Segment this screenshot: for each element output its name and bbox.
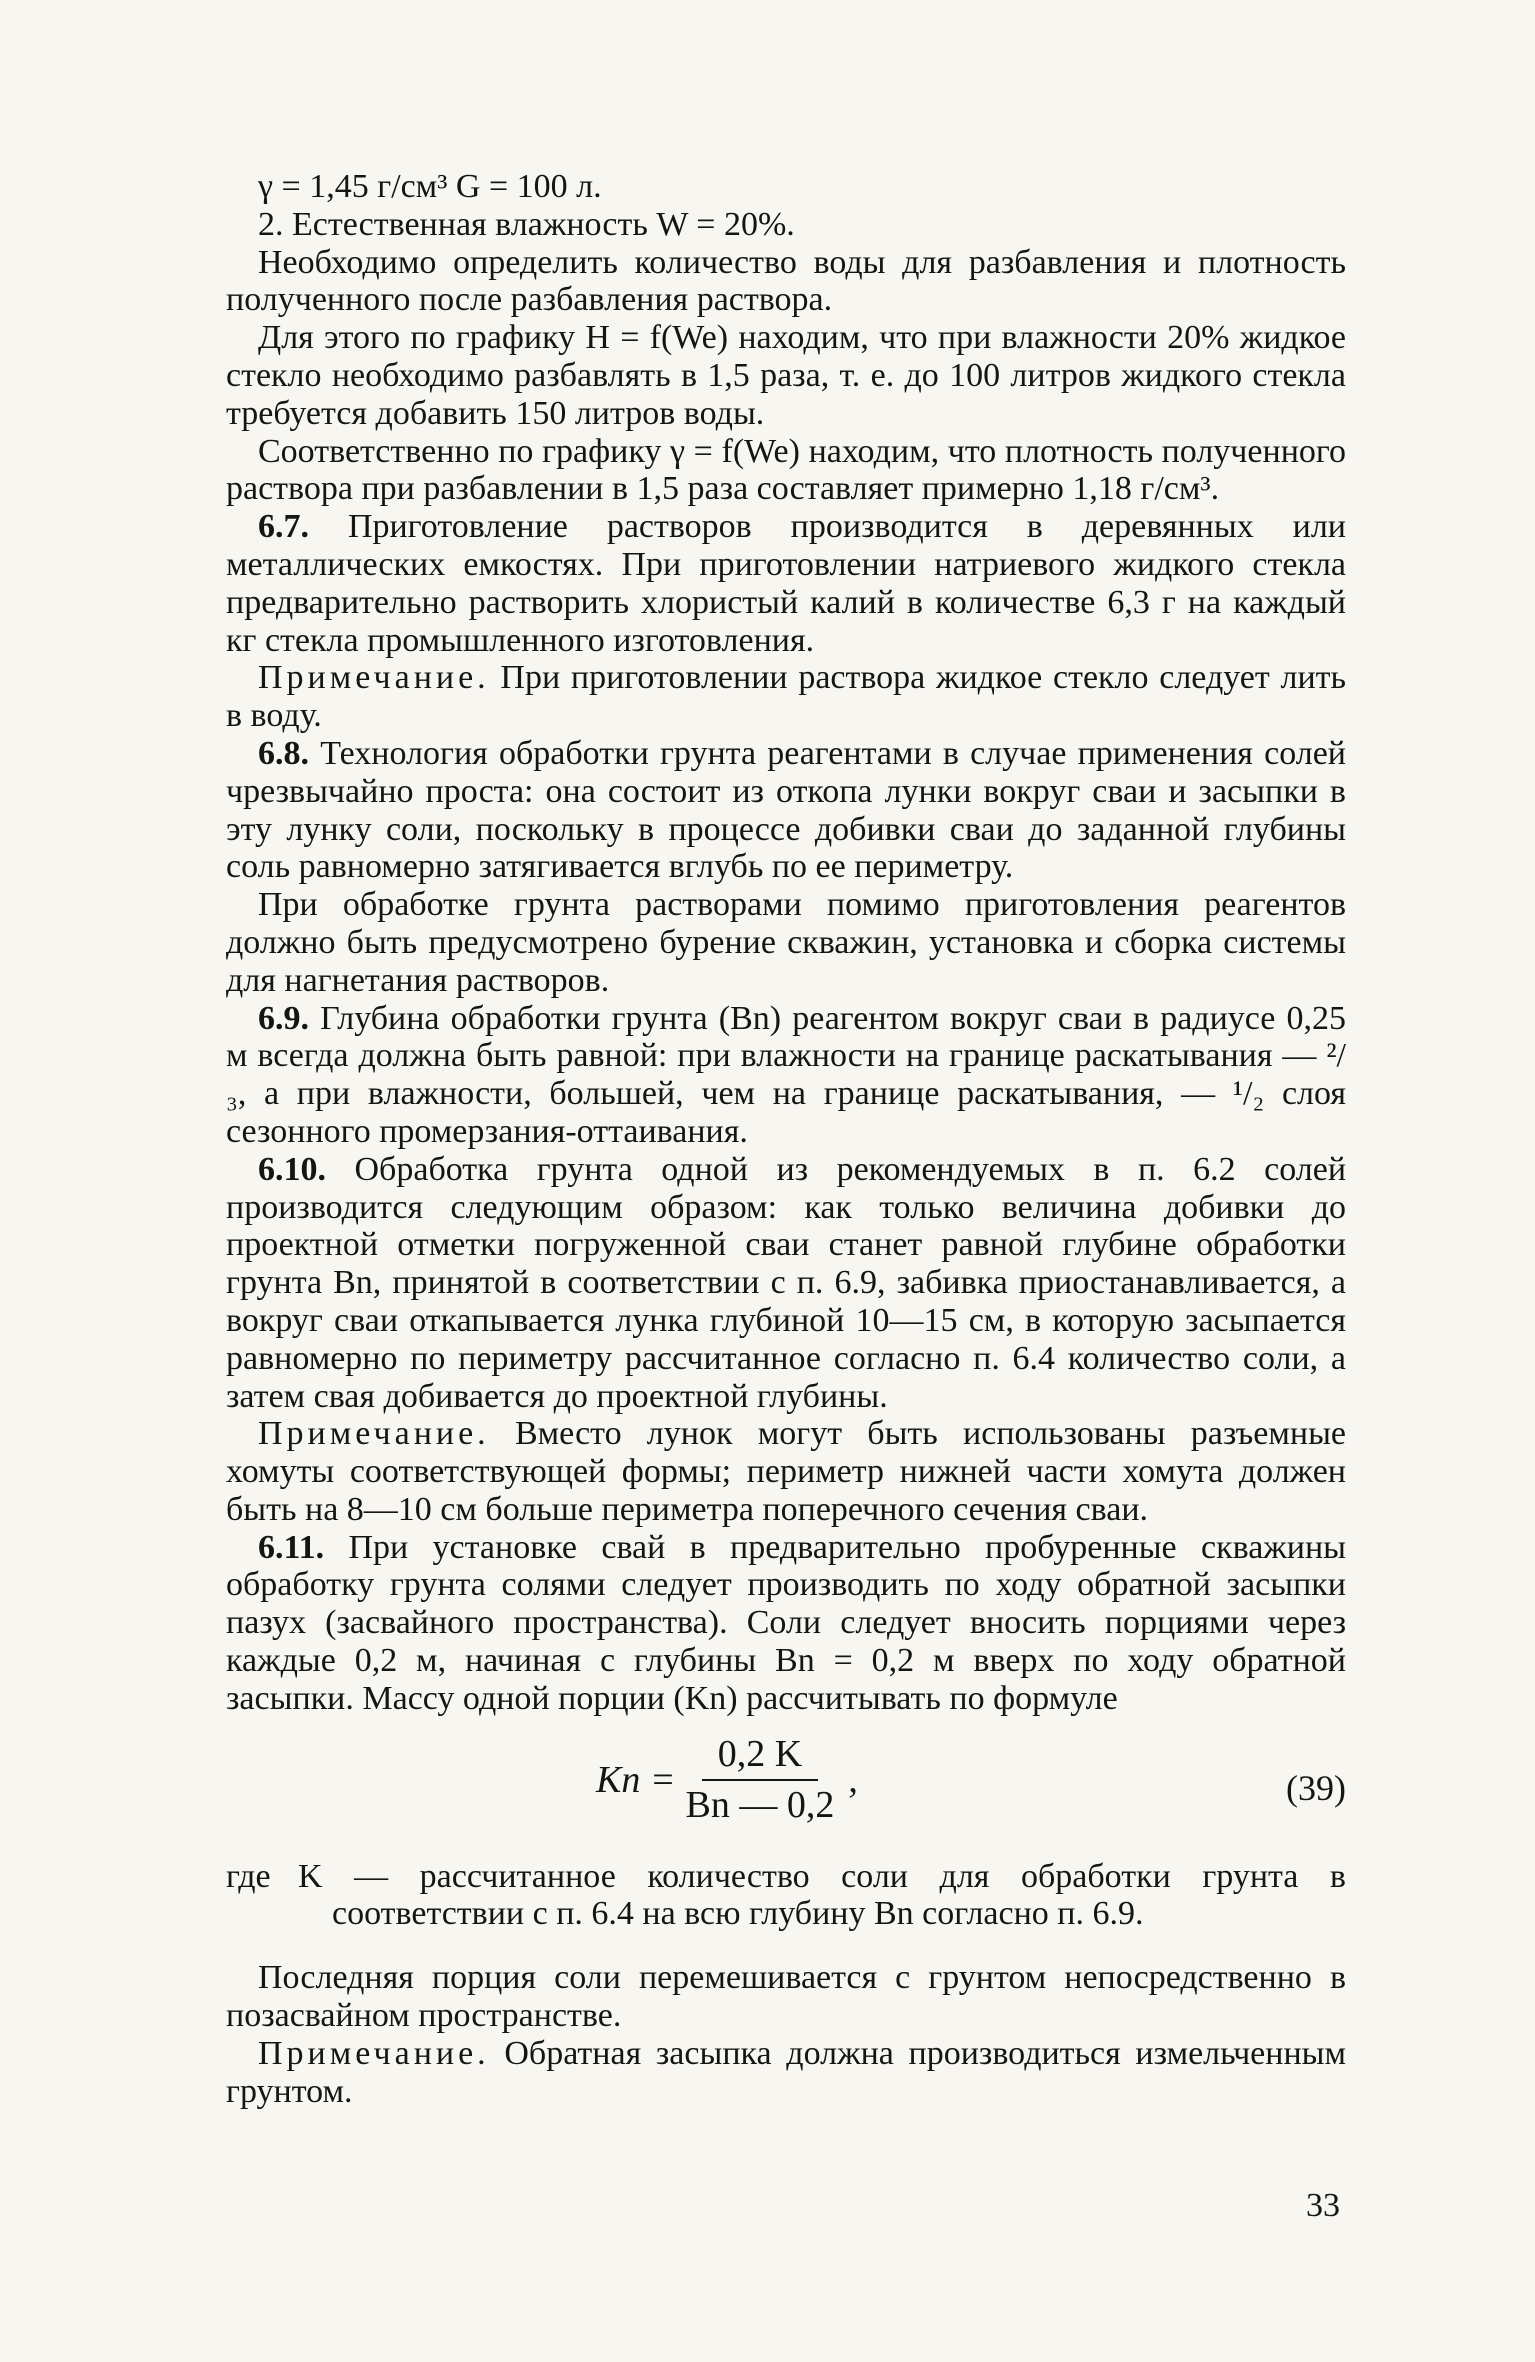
note-2-label: Примечание. — [258, 1415, 490, 1453]
formula-expression — [596, 1732, 858, 1827]
spacer — [226, 1933, 1346, 1959]
note-2 — [226, 1415, 1346, 1528]
section-6-8-paragraph-2: При обработке грунта растворами помимо приготовления реагентов должно быть предусмотрено бурение скважин, установка и сборка системы для нагнетания растворов. — [226, 886, 1346, 999]
section-6-11-text: При установке свай в предварительно пробуренные скважины обработку грунта солями следует производить по ходу обратной засыпки пазух (засвайного пространства). Соли следует вносить порциями через каждые 0,2 м, начиная с глубины Bn = 0,2 м вверх по ходу обратной засыпки. Массу одной порции (Kn) рассчитывать по формуле — [226, 1528, 1347, 1717]
section-6-7-label: 6.7. — [258, 508, 309, 546]
page-number: 33 — [1306, 2187, 1340, 2224]
param-line-density: γ = 1,45 г/см³ G = 100 л. — [258, 168, 602, 205]
section-6-8 — [226, 735, 1346, 886]
note-3-text: Обратная засыпка должна производиться измельченным грунтом. — [226, 2034, 1347, 2110]
section-6-9-label: 6.9. — [258, 999, 309, 1037]
note-1-text: При приготовлении раствора жидкое стекло следует лить в воду. — [226, 659, 1346, 735]
section-6-8-text: Технология обработки грунта реагентами в случае применения солей чрезвычайно проста: она состоит из откопа лунки вокруг сваи и засыпки в эту лунку соли, поскольку в процессе добивки сваи до заданной глубины соль равномерно затягивается вглубь по ее периметру. — [226, 734, 1346, 886]
note-2-text: Вместо лунок могут быть использованы разъемные хомуты соответствующей формы; периметр нижней части хомута должен быть на 8—10 см больше периметра поперечного сечения сваи. — [226, 1415, 1347, 1528]
section-6-7 — [226, 508, 1346, 659]
paragraph-task: Необходимо определить количество воды для разбавления и плотность полученного после разбавления раствора. — [226, 243, 1346, 319]
note-3 — [226, 2035, 1346, 2111]
formula-lhs: Kn = — [596, 1758, 676, 1801]
section-6-10-text: Обработка грунта одной из рекомендуемых в п. 6.2 солей производится следующим образом: как только величина добивки до проектной отметки погруженной сваи станет равной глубине обработки грунта Bn, принятой в соответствии с п. 6.9, забивка приостанавливается, а вокруг сваи откапывается лунка глубиной 10—15 см, в которую засыпается равномерно по периметру рассчитанное согласно п. 6.4 количество соли, а затем свая добивается до проектной глубины. — [226, 1150, 1347, 1415]
formula-numerator: 0,2 K — [702, 1736, 818, 1782]
section-6-8-label: 6.8. — [258, 734, 309, 772]
formula-legend — [226, 1858, 1346, 1934]
section-6-9-text: Глубина обработки грунта (Bn) реагентом вокруг сваи в радиусе 0,25 м всегда должна быть равной: при влажности на границе раскатывания — ²/₃, а при влажности, большей, чем на границе раскатывания, — ¹/₂ слоя сезонного промерзания-оттаивания. — [226, 999, 1346, 1150]
formula-denominator: Bn — 0,2 — [685, 1784, 835, 1827]
param-line-moisture: 2. Естественная влажность W = 20%. — [258, 205, 795, 243]
paragraph-density-result: Соответственно по графику γ = f(We) находим, что плотность полученного раствора при разбавлении в 1,5 раза составляет примерно 1,18 г/см³. — [226, 432, 1346, 508]
paragraph-dilution: Для этого по графику H = f(We) находим, что при влажности 20% жидкое стекло необходимо разбавлять в 1,5 раза, т. е. до 100 литров жидкого стекла требуется добавить 150 литров воды. — [226, 319, 1346, 432]
text-column — [226, 168, 1346, 2110]
section-6-11 — [226, 1529, 1346, 1718]
formula-legend-word: где — [226, 1857, 271, 1895]
formula-comma: , — [848, 1758, 858, 1801]
note-1 — [226, 659, 1346, 735]
formula-fraction — [685, 1732, 835, 1827]
equation-number: (39) — [1286, 1767, 1346, 1808]
formula-39 — [226, 1718, 1346, 1868]
section-6-9 — [226, 1000, 1346, 1151]
section-6-10-label: 6.10. — [258, 1150, 326, 1188]
section-6-11-label: 6.11. — [258, 1528, 325, 1566]
section-6-7-text: Приготовление растворов производится в деревянных или металлических емкостях. При приготовлении натриевого жидкого стекла предварительно растворить хлористый калий в количестве 6,3 г на каждый кг стекла промышленного изготовления. — [226, 508, 1346, 659]
paragraph-last-portion: Последняя порция соли перемешивается с грунтом непосредственно в позасвайном пространстве. — [226, 1959, 1346, 2035]
note-1-label: Примечание. — [258, 659, 490, 697]
formula-legend-text: K — рассчитанное количество соли для обработки грунта в соответствии с п. 6.4 на всю глубину Bn согласно п. 6.9. — [298, 1857, 1346, 1933]
section-6-10 — [226, 1151, 1346, 1416]
note-3-label: Примечание. — [258, 2034, 490, 2072]
